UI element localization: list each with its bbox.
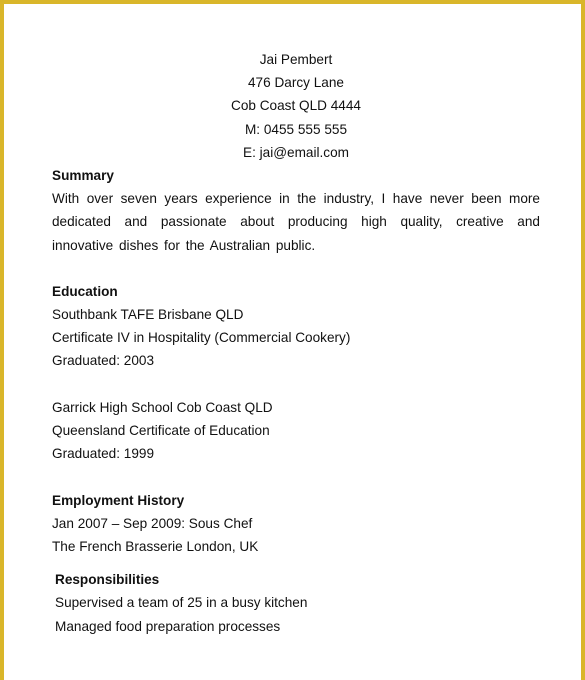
employment-period: Jan 2007 – Sep 2009: Sous Chef xyxy=(52,515,253,531)
contact-street: 476 Darcy Lane xyxy=(248,75,344,91)
contact-city: Cob Coast QLD 4444 xyxy=(231,98,361,114)
employment-heading: Employment History xyxy=(52,492,185,508)
responsibility-item: Managed food preparation processes xyxy=(55,618,281,634)
spacer xyxy=(52,373,540,396)
responsibility-item: Supervised a team of 25 in a busy kitchen xyxy=(55,595,308,611)
summary-text: With over seven years experience in the industry, I have never been more dedicated and passionate about producing high quality, creative and innovative dishes for the Australian public. xyxy=(52,191,540,253)
employment-employer: The French Brasserie London, UK xyxy=(52,538,259,554)
resume-document xyxy=(52,48,540,638)
spacer xyxy=(52,257,540,280)
contact-email: E: jai@email.com xyxy=(243,144,349,160)
spacer xyxy=(52,558,540,568)
contact-name: Jai Pembert xyxy=(259,52,333,67)
summary-heading: Summary xyxy=(52,167,114,183)
education-graduated: Graduated: 2003 xyxy=(52,353,155,369)
education-heading: Education xyxy=(52,283,118,299)
contact-mobile: M: 0455 555 555 xyxy=(244,121,348,137)
responsibilities-heading: Responsibilities xyxy=(55,572,160,588)
education-institution: Garrick High School Cob Coast QLD xyxy=(52,399,273,415)
spacer xyxy=(52,465,540,488)
education-qualification: Queensland Certificate of Education xyxy=(52,423,270,439)
education-graduated: Graduated: 1999 xyxy=(52,446,155,462)
education-qualification: Certificate IV in Hospitality (Commercial Cookery) xyxy=(52,330,351,346)
education-institution: Southbank TAFE Brisbane QLD xyxy=(52,307,244,323)
